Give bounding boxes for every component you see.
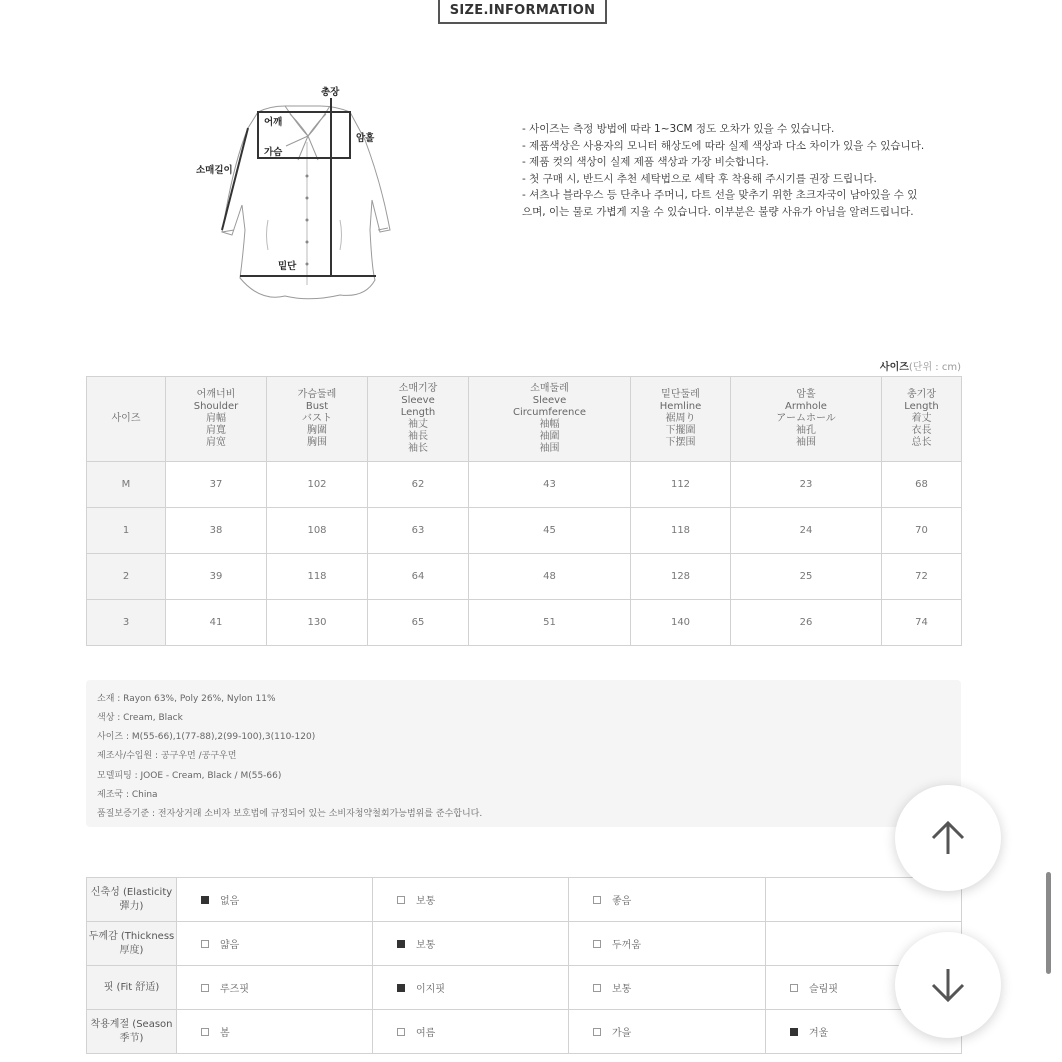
measurement-cell: 62 [368,462,469,508]
unit-note-unit: (단위 : cm) [908,362,961,373]
unchecked-box-icon [201,940,209,948]
size-information-title: SIZE.INFORMATION [438,0,607,24]
attribute-option-label: 좋음 [612,896,632,907]
size-table-header: 소매기장 Sleeve Length 袖丈 袖長 袖长 [368,377,469,462]
size-label-cell: 1 [87,508,166,554]
table-row [87,554,962,600]
unit-note-label: 사이즈 [879,362,909,373]
blouse-diagram-icon [190,80,400,310]
attribute-label: 신축성 (Elasticity 彈力) [87,878,177,922]
size-table [86,376,962,646]
product-info-material: 소재 : Rayon 63%, Poly 26%, Nylon 11% [97,694,276,704]
size-table-header-row [87,377,962,462]
attribute-option-label: 보통 [612,984,632,995]
measurement-cell: 45 [469,508,631,554]
attribute-label: 두께감 (Thickness 厚度) [87,922,177,966]
unchecked-box-icon [201,984,209,992]
attribute-option-label: 이지핏 [416,984,445,995]
measurement-cell: 39 [166,554,267,600]
size-table-header: 어깨너비 Shoulder 肩幅 肩寬 肩宽 [166,377,267,462]
measurement-cell: 118 [631,508,731,554]
measurement-cell: 70 [882,508,962,554]
diagram-label-armhole: 암홀 [356,133,375,144]
measurement-cell: 74 [882,600,962,646]
attribute-option-label: 겨울 [809,1028,829,1039]
attribute-option-label: 슬림핏 [809,984,838,995]
attribute-label: 핏 (Fit 舒适) [87,966,177,1010]
size-table-header: 암홀 Armhole アームホール 袖孔 袖围 [731,377,882,462]
measurement-cell: 130 [267,600,368,646]
checked-box-icon [397,940,405,948]
measurement-cell: 102 [267,462,368,508]
measurement-cell: 25 [731,554,882,600]
size-table-header: 총기장 Length 着丈 衣長 总长 [882,377,962,462]
attribute-label: 착용계절 (Season 季节) [87,1010,177,1054]
unchecked-box-icon [593,940,601,948]
note-line: - 셔츠나 블라우스 등 단추나 주머니, 다트 선을 맞추기 위한 초크자국이 남아있을 수 있 으며, 이는 물로 가볍게 지울 수 있습니다. 이부분은 불량 사유가 아님을 알려드립니다. [522,189,918,218]
unit-note [800,358,961,373]
attribute-option-cell [569,1010,766,1054]
table-row [87,462,962,508]
size-label-cell: M [87,462,166,508]
attribute-option-label: 없음 [220,896,240,907]
measurement-cell: 112 [631,462,731,508]
size-table-header: 사이즈 [87,377,166,462]
measurement-cell: 38 [166,508,267,554]
measurement-cell: 140 [631,600,731,646]
attribute-option-cell [373,1010,569,1054]
attribute-table [86,877,962,1054]
unchecked-box-icon [790,984,798,992]
measurement-cell: 41 [166,600,267,646]
attribute-option-label: 봄 [220,1028,230,1039]
note-line: - 제품 컷의 색상이 실제 제품 색상과 가장 비슷합니다. [522,156,769,168]
attribute-row [87,878,962,922]
measurement-cell: 118 [267,554,368,600]
note-line: - 제품색상은 사용자의 모니터 해상도에 따라 실제 색상과 다소 차이가 있을 수 있습니다. [522,139,925,152]
unchecked-box-icon [397,896,405,904]
diagram-label-chest: 가슴 [264,147,283,158]
measurement-cell: 43 [469,462,631,508]
product-info-warranty: 품질보증기준 : 전자상거래 소비자 보호법에 규정되어 있는 소비자청약철회가능범위를 준수합니다. [97,809,483,819]
measurement-cell: 68 [882,462,962,508]
size-notes [522,121,962,220]
measurement-cell: 24 [731,508,882,554]
attribute-option-label: 보통 [416,940,436,951]
measurement-cell: 48 [469,554,631,600]
attribute-row [87,966,962,1010]
garment-measurement-diagram [190,80,400,310]
note-line: - 사이즈는 측정 방법에 따라 1~3CM 정도 오차가 있을 수 있습니다. [522,123,835,135]
diagram-label-hem: 밑단 [278,261,297,272]
unchecked-box-icon [593,896,601,904]
measurement-cell: 63 [368,508,469,554]
attribute-option-cell [177,966,373,1010]
size-table-header: 가슴둘레 Bust バスト 胸圍 胸围 [267,377,368,462]
attribute-option-cell [177,922,373,966]
checked-box-icon [397,984,405,992]
product-info-model-fitting: 모델피팅 : JOOE - Cream, Black / M(55-66) [97,771,282,781]
scroll-down-button[interactable] [895,932,1001,1038]
measurement-cell: 65 [368,600,469,646]
product-info-country: 제조국 : China [97,790,158,800]
measurement-cell: 108 [267,508,368,554]
attribute-option-cell [177,1010,373,1054]
arrow-down-icon [928,965,968,1005]
attribute-option-label: 보통 [416,896,436,907]
attribute-option-cell [569,966,766,1010]
diagram-label-sleeve: 소매길이 [196,165,233,176]
unchecked-box-icon [201,1028,209,1036]
product-info-size: 사이즈 : M(55-66),1(77-88),2(99-100),3(110-120) [97,732,316,742]
attribute-option-cell [373,922,569,966]
scroll-up-button[interactable] [895,785,1001,891]
checked-box-icon [790,1028,798,1036]
measurement-cell: 64 [368,554,469,600]
note-line: - 첫 구매 시, 반드시 추천 세탁법으로 세탁 후 착용해 주시기를 권장 드립니다. [522,172,877,185]
attribute-option-cell [569,922,766,966]
size-label-cell: 3 [87,600,166,646]
unchecked-box-icon [397,1028,405,1036]
measurement-cell: 51 [469,600,631,646]
product-info-manufacturer: 제조사/수입원 : 공구우먼 /공구우먼 [97,751,237,761]
product-info-color: 색상 : Cream, Black [97,713,183,723]
attribute-option-label: 얇음 [220,940,240,951]
attribute-option-cell [373,878,569,922]
measurement-cell: 128 [631,554,731,600]
unchecked-box-icon [593,1028,601,1036]
arrow-up-icon [928,818,968,858]
measurement-cell: 72 [882,554,962,600]
measurement-cell: 26 [731,600,882,646]
attribute-option-cell [569,878,766,922]
attribute-option-cell [373,966,569,1010]
attribute-option-label: 두꺼움 [612,940,641,951]
table-row [87,508,962,554]
checked-box-icon [201,896,209,904]
size-table-header: 밑단둘레 Hemline 裾周り 下擺圍 下摆围 [631,377,731,462]
scrollbar-thumb[interactable] [1046,872,1051,974]
size-label-cell: 2 [87,554,166,600]
attribute-option-label: 여름 [416,1028,436,1039]
attribute-row [87,1010,962,1054]
measurement-cell: 37 [166,462,267,508]
product-info-box [86,680,961,827]
attribute-option-cell [177,878,373,922]
table-row [87,600,962,646]
attribute-row [87,922,962,966]
attribute-option-label: 루즈핏 [220,984,249,995]
diagram-label-length: 총장 [321,87,340,98]
diagram-label-shoulder: 어깨 [264,117,283,128]
unchecked-box-icon [593,984,601,992]
measurement-cell: 23 [731,462,882,508]
size-table-header: 소매둘레 Sleeve Circumference 袖幅 袖圍 袖围 [469,377,631,462]
attribute-option-label: 가을 [612,1028,632,1039]
